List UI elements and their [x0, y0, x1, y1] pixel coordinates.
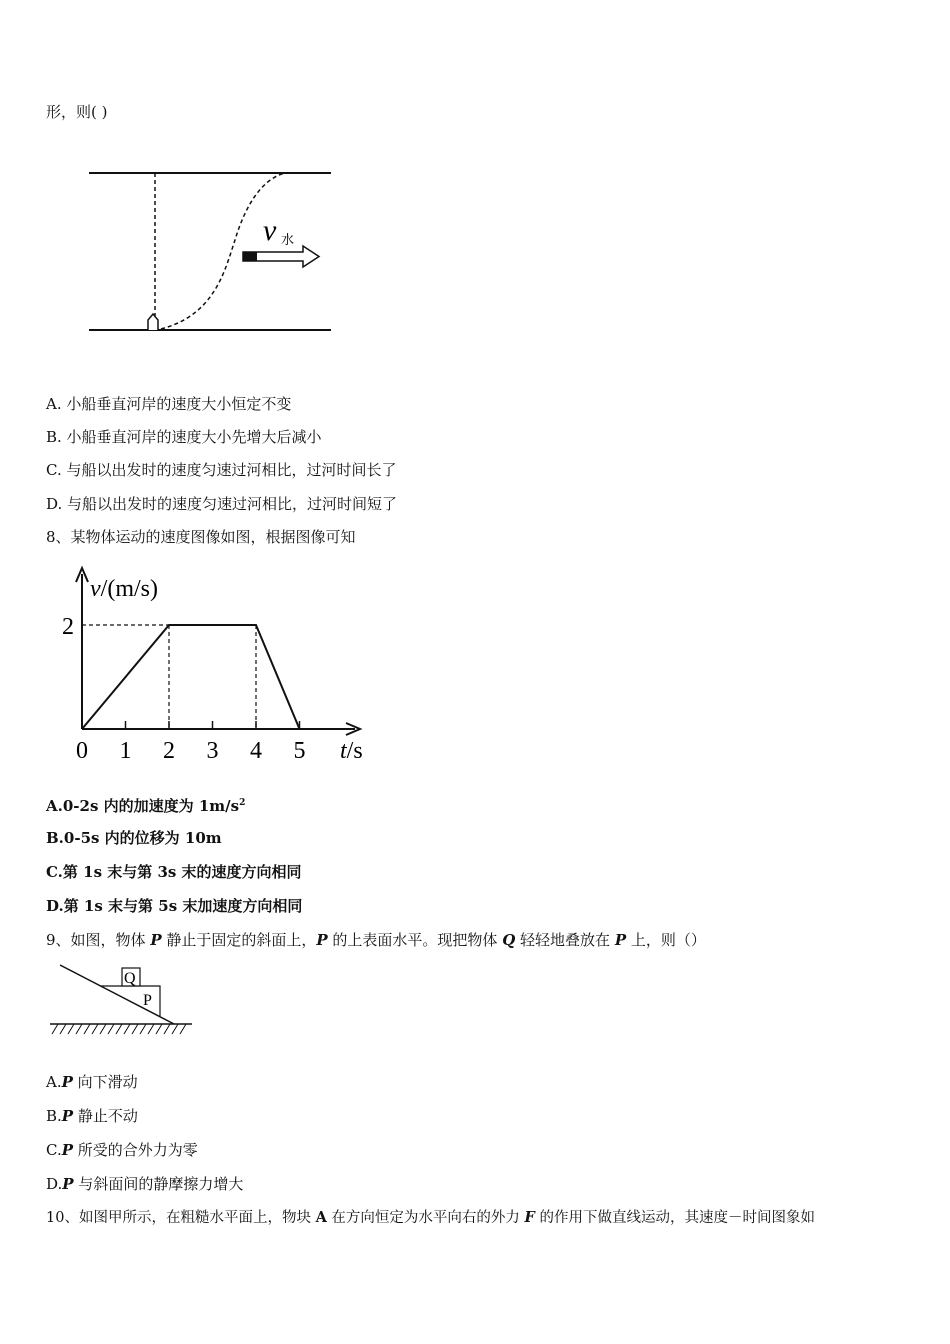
q7-option-d: D. 与船以出发时的速度匀速过河相比，过河时间短了 [46, 495, 398, 513]
q9-stem-part: 上，则（） [626, 931, 706, 949]
q9-var-p: P [614, 931, 627, 949]
q9-var-p: P [61, 1073, 73, 1091]
q7-option-c: C. 与船以出发时的速度匀速过河相比，过河时间长了 [46, 461, 397, 479]
q9-option-d-text: 与斜面间的静摩擦力增大 [78, 1175, 244, 1193]
q10-stem-part: 10、如图甲所示，在粗糙水平面上，物块 [46, 1210, 316, 1226]
q9-option-b [46, 1106, 138, 1126]
arrow-tail-block [243, 252, 257, 261]
ground-hatching [52, 1024, 186, 1034]
boat-trajectory [161, 173, 285, 329]
q9-option-d-letter: D. [46, 1175, 63, 1193]
velocity-series-line [82, 625, 300, 729]
x-tick-label: 2 [163, 738, 175, 764]
x-tick-label: 1 [119, 738, 132, 764]
q8-option-c-text: 第 1s 末与第 3s 末的速度方向相同 [62, 863, 302, 881]
q9-var-p: P [61, 1141, 73, 1159]
q9-option-c [46, 1140, 198, 1160]
q8-option-a-text: 0-2s 内的加速度为 1m/s [62, 797, 240, 815]
q9-stem [46, 930, 706, 950]
incline-figure [46, 962, 196, 1037]
block-p-label: P [143, 992, 152, 1009]
q9-option-c-text: 所受的合外力为零 [77, 1141, 198, 1159]
x-tick-label: 4 [250, 738, 262, 764]
q9-option-c-letter: C. [46, 1141, 62, 1159]
q9-var-p: P [61, 1107, 74, 1125]
q7-stem-tail: 形，则( ) [46, 103, 108, 121]
q8-option-d [46, 896, 302, 916]
q8-stem: 8、某物体运动的速度图像如图，根据图像可知 [46, 528, 356, 546]
q7-option-a: A. 小船垂直河岸的速度大小恒定不变 [46, 395, 292, 413]
q9-stem-part: 9、如图，物体 [46, 931, 151, 949]
q9-stem-part: 静止于固定的斜面上， [161, 931, 317, 949]
q9-option-b-letter: B. [46, 1107, 62, 1125]
q9-var-q: Q [502, 931, 516, 949]
q9-stem-part: 轻轻地叠放在 [515, 931, 615, 949]
q8-option-a-sup: 2 [239, 798, 246, 808]
q10-stem-part: 的作用下做直线运动，其速度－时间图象如 [534, 1210, 815, 1226]
velocity-time-chart [40, 560, 390, 775]
x-axis-variable: t [340, 738, 347, 764]
velocity-subscript: 水 [281, 232, 295, 247]
q8-option-d-text: 第 1s 末与第 5s 末加速度方向相同 [63, 897, 303, 915]
q10-var-a: A [315, 1209, 327, 1226]
velocity-symbol: v [263, 214, 277, 247]
x-tick-label: 0 [76, 738, 88, 764]
q8-option-b-letter: B. [46, 829, 64, 847]
q9-var-p: P [62, 1175, 74, 1193]
q9-option-a-text: 向下滑动 [77, 1073, 138, 1091]
q9-var-p: P [316, 931, 328, 949]
q8-option-c-letter: C. [46, 863, 63, 881]
q10-var-f: F [524, 1209, 535, 1226]
y-axis-unit: /(m/s) [100, 576, 158, 602]
x-tick-label: 3 [206, 738, 219, 764]
q9-option-b-text: 静止不动 [77, 1107, 138, 1125]
q9-option-a-letter: A. [46, 1073, 62, 1091]
q9-var-p: P [150, 931, 162, 949]
q8-option-b [46, 828, 222, 848]
y-axis-variable: v [90, 576, 101, 602]
q8-option-d-letter: D. [46, 897, 64, 915]
y-axis-label [90, 576, 158, 602]
incline-surface [60, 965, 174, 1024]
q9-option-a [46, 1072, 138, 1092]
y-tick-label: 2 [62, 614, 74, 640]
q8-option-c [46, 862, 302, 882]
q8-option-b-text: 0-5s 内的位移为 10m [63, 829, 222, 847]
block-q-label: Q [124, 970, 136, 987]
q10-stem [46, 1208, 815, 1228]
x-axis-label [340, 738, 363, 764]
q9-stem-part: 的上表面水平。现把物体 [327, 931, 503, 949]
q9-option-d [46, 1174, 243, 1194]
boat-icon [148, 314, 158, 330]
q8-option-a [46, 793, 245, 816]
x-tick-label: 5 [293, 738, 306, 764]
x-axis-unit: /s [346, 738, 363, 764]
river-crossing-figure [85, 160, 345, 340]
q8-option-a-letter: A. [46, 797, 63, 815]
q10-stem-part: 在方向恒定为水平向右的外力 [326, 1210, 525, 1226]
q7-option-b: B. 小船垂直河岸的速度大小先增大后减小 [46, 428, 322, 446]
